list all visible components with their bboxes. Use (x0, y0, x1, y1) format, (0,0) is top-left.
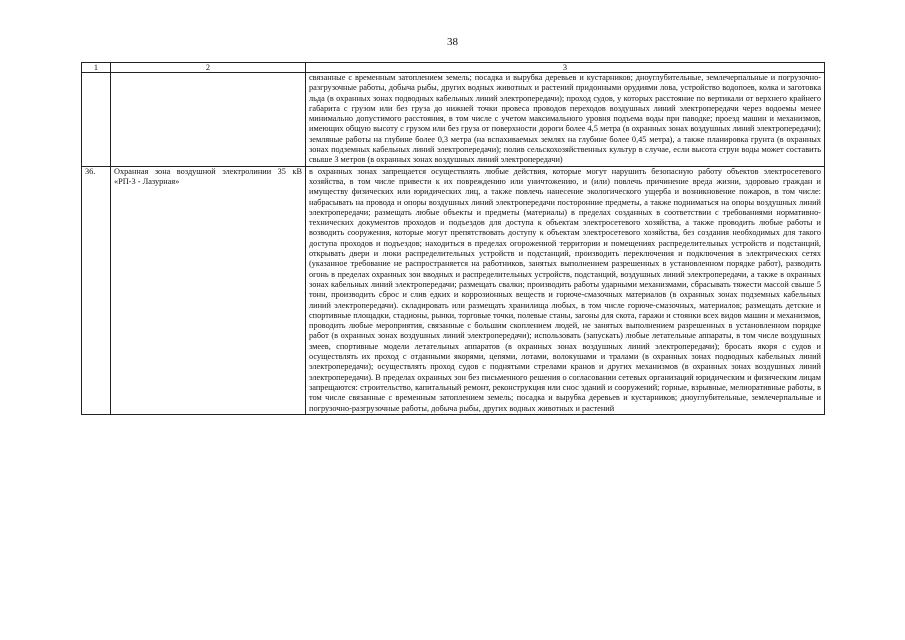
restrictions-text: связанные с временным затоплением земель; посадка и вырубка деревьев и кустарников; дноуглубительные, землечерпальные и погрузочно-разгрузочные работы, добыча рыбы, других водных животных и растений придонными орудиями лова, устройство водопоев, колка и заготовка льда (в охранных зонах подводных кабельных линий электропередачи); проход судов, у которых расстояние по вертикали от верхнего крайнего габарита с грузом или без груза до нижней точки провеса проводов переходов воздушных линий электропередачи через водоемы менее минимально допустимого расстояния, в том числе с учетом максимального уровня подъема воды при паводке; проезд машин и механизмов, имеющих общую высоту с грузом или без груза от поверхности дороги более 4,5 метра (в охранных зонах воздушных линий электропередачи); земляные работы на глубине более 0,3 метра (на вспахиваемых землях на глубине более 0,45 метра), а также планировка грунта (в охранных зонах подземных кабельных линий электропередачи); полив сельскохозяйственных культур в случае, если высота струи воды может составить свыше 3 метров (в охранных зонах воздушных линий электропередачи) (306, 73, 825, 167)
table-row (82, 73, 825, 167)
column-header-3: 3 (306, 63, 825, 73)
restrictions-text: в охранных зонах запрещается осуществлять любые действия, которые могут нарушить безопасную работу объектов электросетевого хозяйства, в том числе привести к их повреждению или уничтожению, и (или) повлечь причинение вреда жизни, здоровью граждан и имуществу физических или юридических лиц, а также повлечь нанесение экологического ущерба и возникновение пожаров, в том числе: набрасывать на провода и опоры воздушных линий электропередачи посторонние предметы, а также подниматься на опоры воздушных линий электропередачи; размещать любые объекты и предметы (материалы) в пределах созданных в соответствии с требованиями нормативно-технических документов проходов и подъездов для доступа к объектам электросетевого хозяйства, а также проводить любые работы и возводить сооружения, которые могут препятствовать доступу к объектам электросетевого хозяйства, без создания необходимых для такого доступа проходов и подъездов; находиться в пределах огороженной территории и помещениях распределительных устройств и подстанций, открывать двери и люки распределительных устройств и подстанций, производить переключения и подключения в электрических сетях (указанное требование не распространяется на работников, занятых выполнением разрешенных в установленном порядке работ), разводить огонь в пределах охранных зон вводных и распределительных устройств, подстанций, воздушных линий электропередачи, а также в охранных зонах кабельных линий электропередачи; размещать свалки; производить работы ударными механизмами, сбрасывать тяжести массой свыше 5 тонн, производить сброс и слив едких и коррозионных веществ и горюче-смазочных материалов (в охранных зонах подземных кабельных линий электропередачи). складировать или размещать хранилища любых, в том числе горюче-смазочных, материалов; размещать детские и спортивные площадки, стадионы, рынки, торговые точки, полевые станы, загоны для скота, гаражи и стоянки всех видов машин и механизмов, проводить любые мероприятия, связанные с большим скоплением людей, не занятых выполнением разрешенных в установленном порядке работ (в охранных зонах воздушных линий электропередачи); использовать (запускать) любые летательные аппараты, в том числе воздушных змеев, спортивные модели летательных аппаратов (в охранных зонах воздушных линий электропередачи); бросать якоря с судов и осуществлять их проход с отданными якорями, цепями, лотами, волокушами и тралами (в охранных зонах подводных кабельных линий электропередачи); осуществлять проход судов с поднятыми стрелами кранов и других механизмов (в охранных зонах воздушных линий электропередачи). В пределах охранных зон без письменного решения о согласовании сетевых организаций юридическим и физическим лицам запрещаются: строительство, капитальный ремонт, реконструкция или снос зданий и сооружений; горные, взрывные, мелиоративные работы, в том числе связанные с временным затоплением земель; посадка и вырубка деревьев и кустарников; дноуглубительные, землечерпальные и погрузочно-разгрузочные работы, добыча рыбы, других водных животных и растений (306, 166, 825, 414)
row-number (82, 73, 111, 167)
zones-table (81, 62, 825, 415)
row-number: 36. (82, 166, 111, 414)
column-header-2: 2 (111, 63, 306, 73)
zone-name (111, 73, 306, 167)
column-header-1: 1 (82, 63, 111, 73)
table-row (82, 166, 825, 414)
zone-name: Охранная зона воздушной электролинии 35 кВ «РП-3 - Лазурная» (111, 166, 306, 414)
table-header-row (82, 63, 825, 73)
page-number: 38 (447, 36, 458, 48)
